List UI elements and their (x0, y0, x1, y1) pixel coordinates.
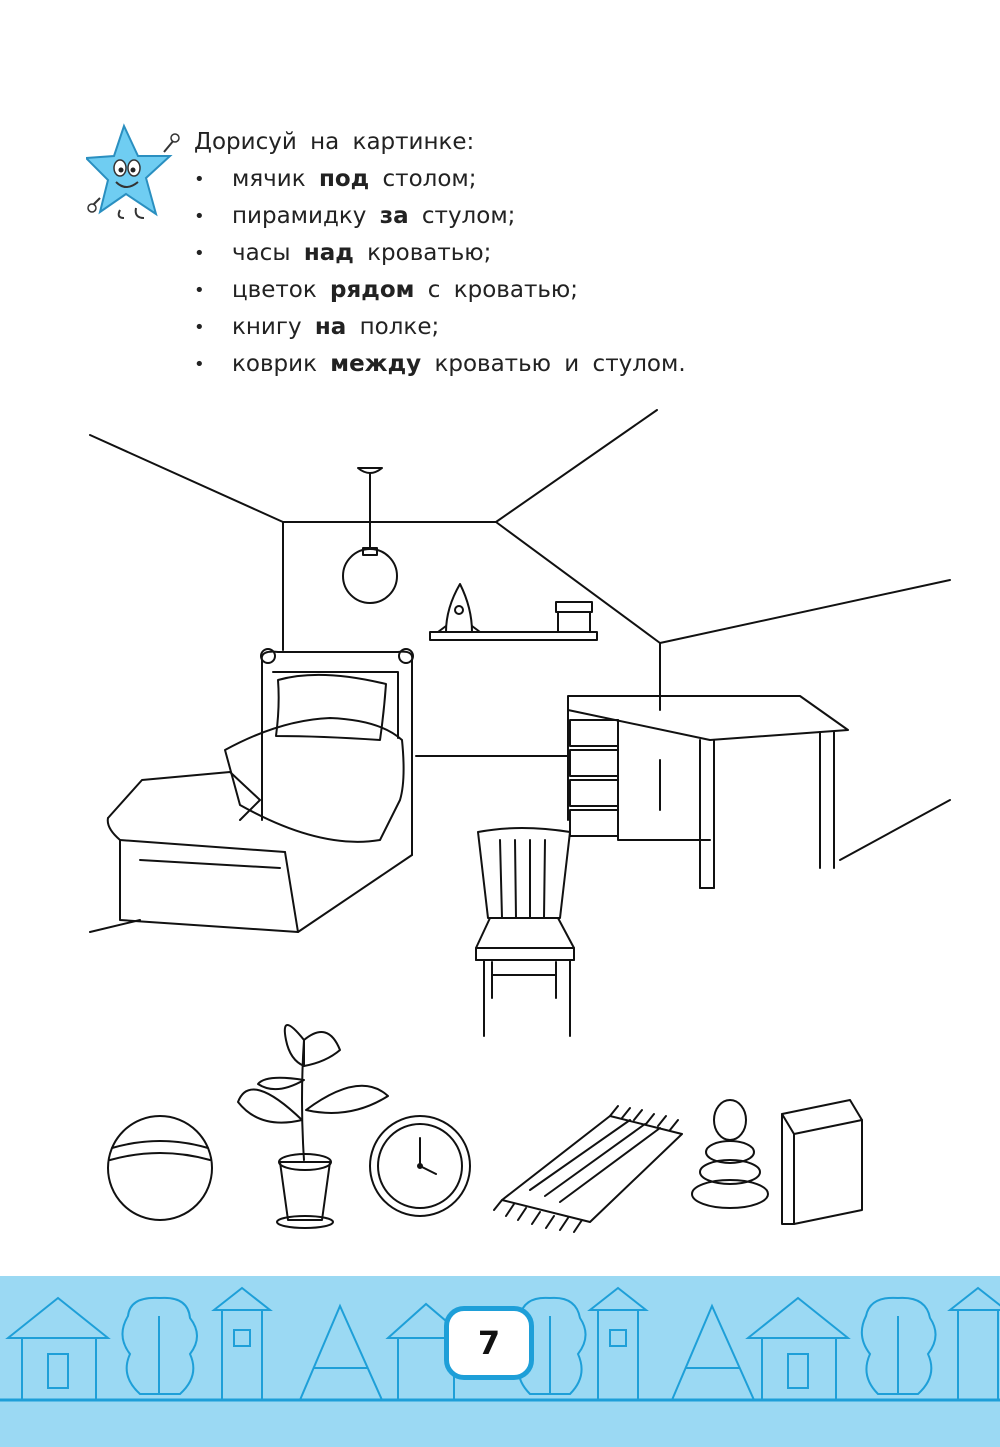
task-item: • мячик под столом; (194, 161, 686, 198)
task-item: • пирамидку за стулом; (194, 198, 686, 235)
objects-row (90, 1010, 910, 1250)
rug-icon (494, 1106, 682, 1232)
room-scene (80, 400, 960, 1050)
tower-house-icon (214, 1288, 270, 1400)
house-icon (748, 1298, 848, 1400)
triangle-tree-icon (300, 1306, 382, 1400)
triangle-tree-icon (672, 1306, 754, 1400)
tree-icon (122, 1298, 197, 1394)
task-intro: Дорисуй на картинке: (194, 129, 475, 155)
task-item: • коврик между кроватью и стулом. (194, 346, 686, 383)
star-mascot-icon (86, 122, 186, 222)
desk (568, 696, 848, 888)
pyramid-toy-icon (692, 1100, 768, 1208)
chair (476, 828, 574, 1036)
tower-house-icon (950, 1288, 1000, 1400)
page-number: 7 (444, 1306, 534, 1380)
task-item: • книгу на полке; (194, 309, 686, 346)
ball-icon (108, 1116, 212, 1220)
potted-plant-icon (238, 1025, 388, 1228)
tower-house-icon (590, 1288, 646, 1400)
task-item: • цветок рядом с кроватью; (194, 272, 686, 309)
bed (108, 649, 413, 932)
task-item: • часы над кроватью; (194, 235, 686, 272)
wall-clock-icon (370, 1116, 470, 1216)
tree-icon (862, 1298, 936, 1394)
house-icon (8, 1298, 108, 1400)
ceiling-lamp (343, 468, 397, 603)
wall-shelf (430, 584, 597, 640)
task-list (194, 161, 686, 383)
book-icon (782, 1100, 862, 1224)
task-instructions (194, 124, 686, 383)
